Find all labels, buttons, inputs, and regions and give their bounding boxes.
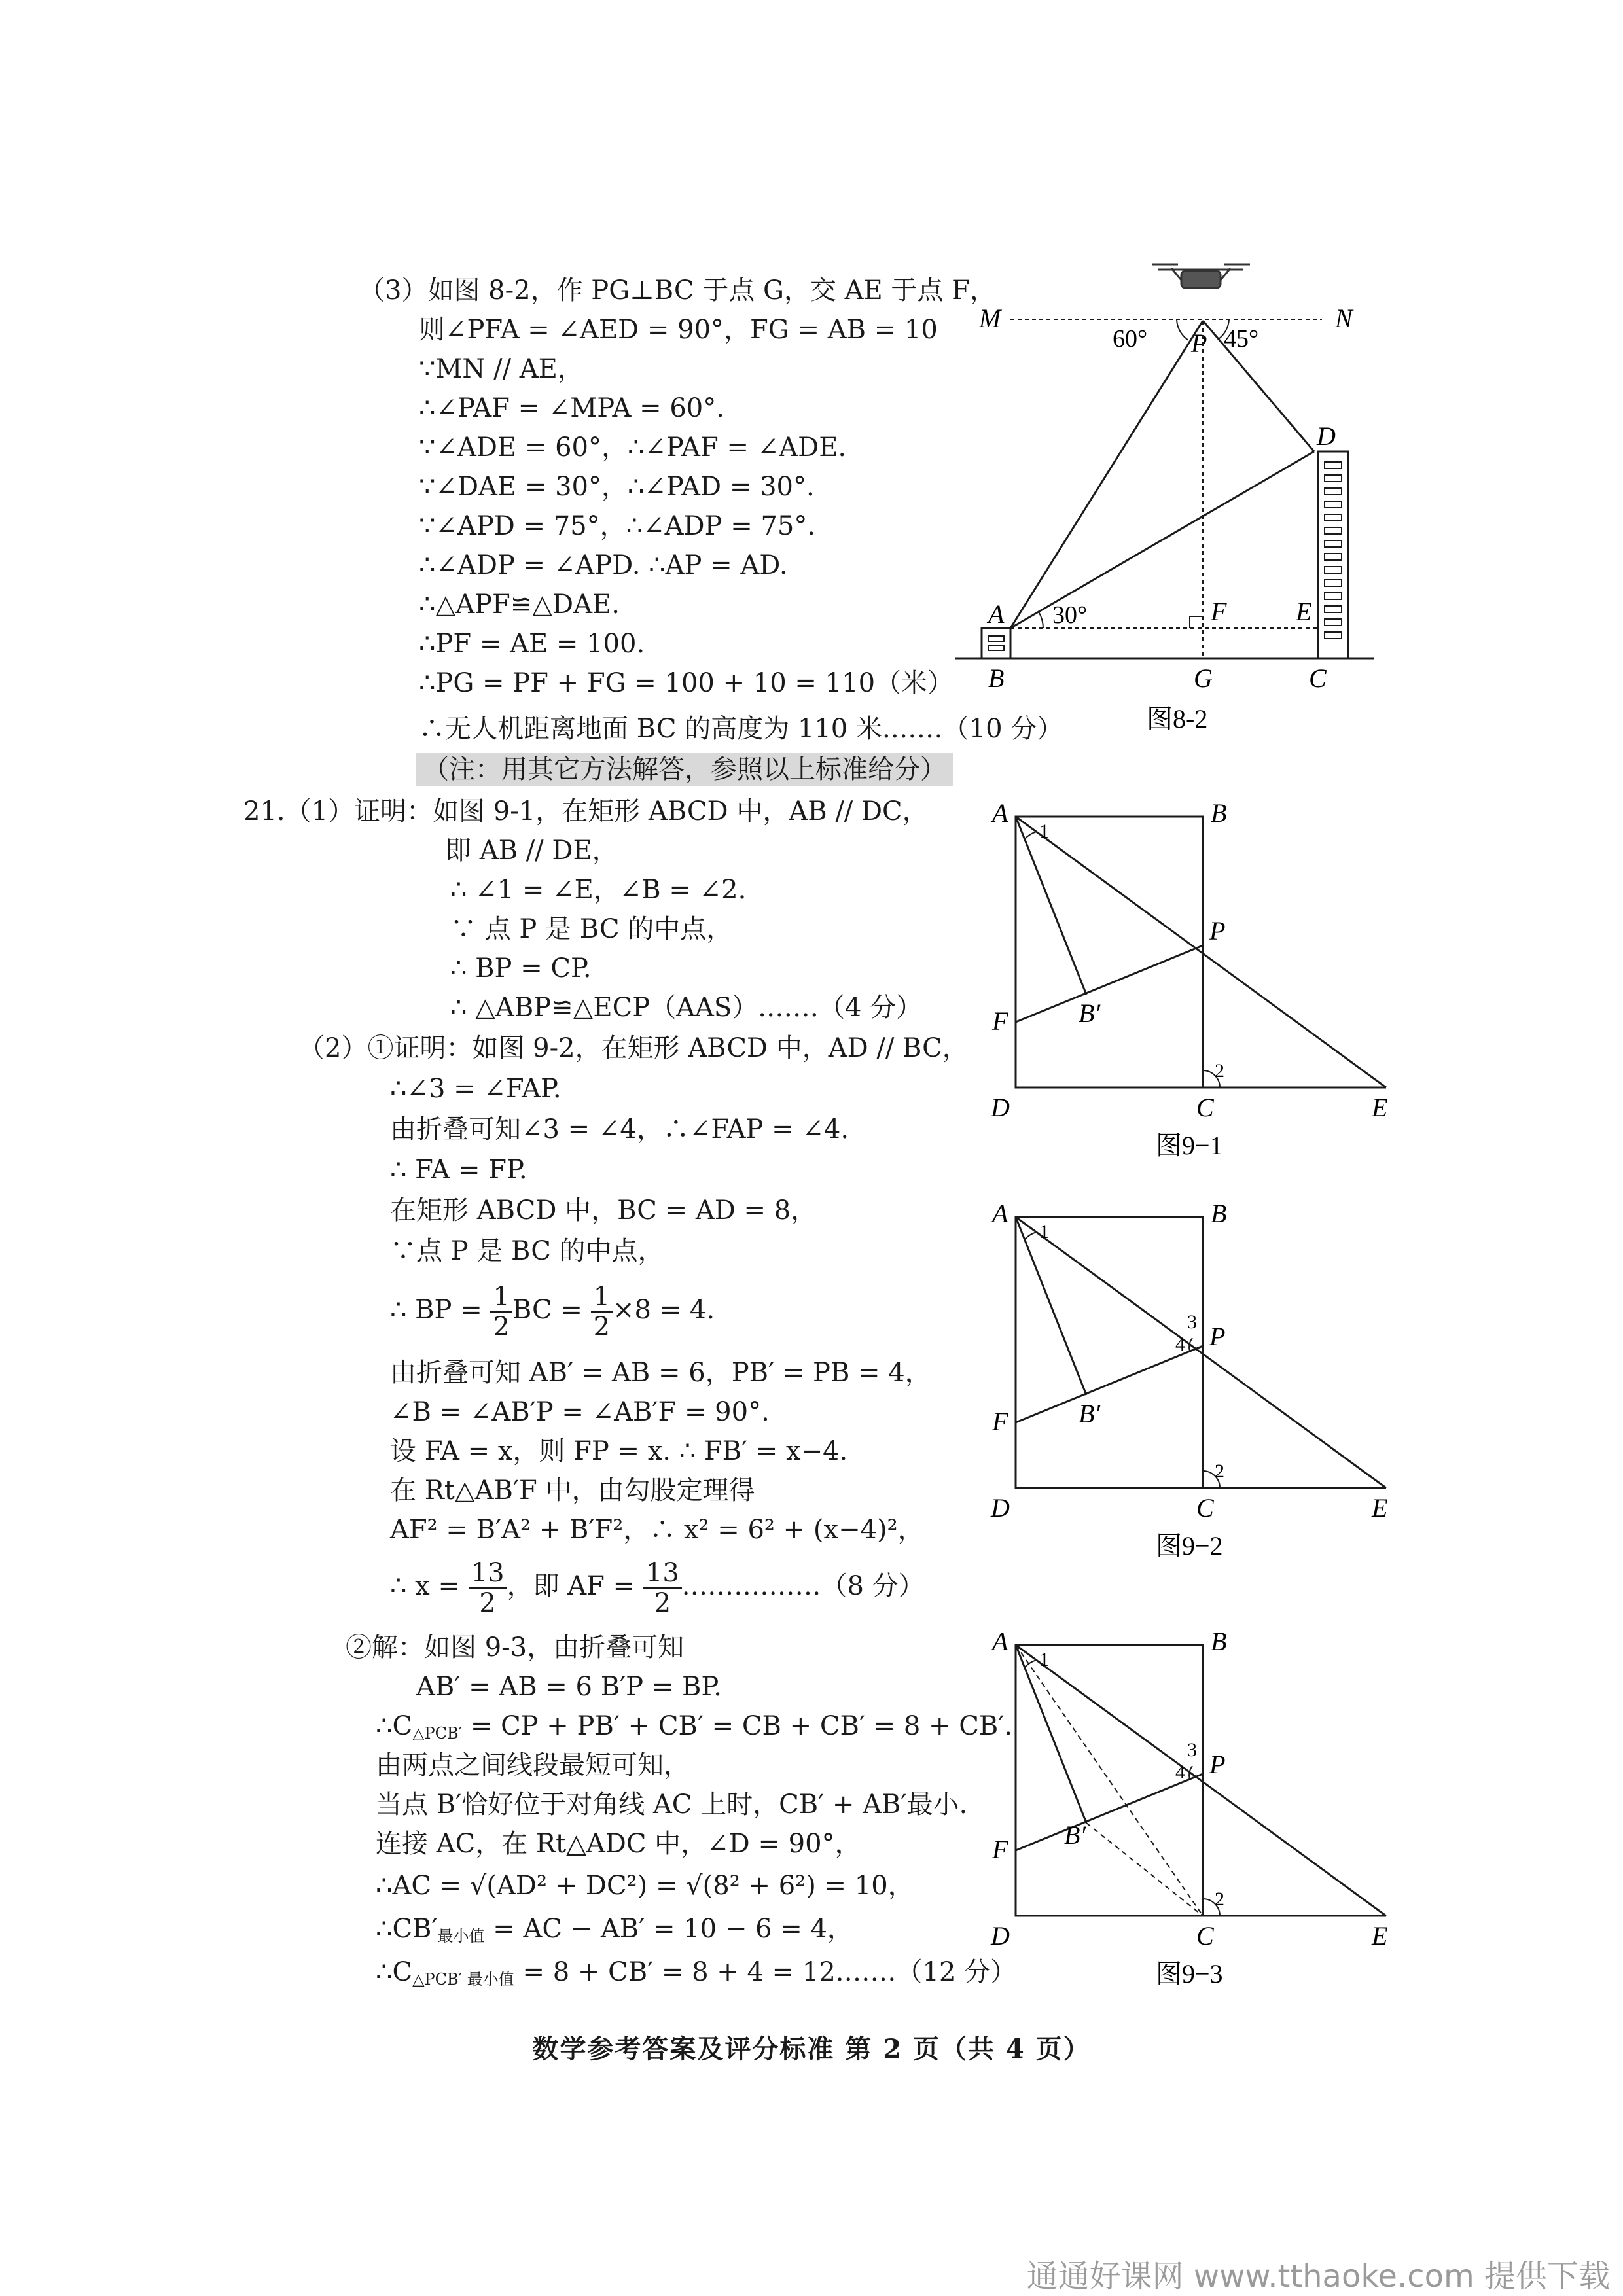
window [988, 636, 1004, 641]
label-c: C [1196, 1093, 1214, 1122]
text-line: ∴无人机距离地面 BC 的高度为 110 米.……（10 分） [419, 714, 1063, 744]
line-fp [1016, 1774, 1203, 1850]
figure-9-2 [982, 1197, 1400, 1564]
text-line: 在 Rt△AB′F 中，由勾股定理得 [390, 1475, 755, 1506]
fraction-line [390, 1277, 715, 1343]
fraction-denominator: 2 [493, 1312, 510, 1342]
fraction [591, 1282, 613, 1341]
text-line: ∵∠APD = 75°，∴∠ADP = 75°. [419, 511, 816, 541]
label-p: P [1191, 328, 1207, 358]
label-angle-3: 3 [1187, 1311, 1197, 1333]
text-line: ∴AC = √(AD² + DC²) = √(8² + 6²) = 10， [376, 1871, 914, 1901]
text-segment: ，即 AF = [507, 1571, 643, 1601]
label-d: D [1317, 421, 1336, 451]
text-line: ∠B = ∠AB′P = ∠AB′F = 90°. [390, 1397, 770, 1427]
text-segment: ×8 = 4. [613, 1295, 715, 1325]
text-line [376, 1912, 853, 1953]
text-segment: ∴C [376, 1957, 413, 1987]
figure-caption: 图8-2 [1147, 704, 1208, 733]
page-footer: 数学参考答案及评分标准 第 2 页（共 4 页） [532, 2034, 1091, 2064]
text-line: 21.（1）证明：如图 9-1，在矩形 ABCD 中，AB // DC， [243, 796, 929, 826]
text-line: 即 AB // DE， [445, 836, 618, 866]
label-n: N [1335, 304, 1353, 333]
subscript: 最小值 [437, 1927, 485, 1945]
label-a: A [992, 798, 1008, 828]
text-line: ∴ ∠1 = ∠E，∠B = ∠2. [450, 875, 747, 905]
text-line: ∴ BP = CP. [450, 953, 592, 983]
text-segment: .……………（8 分） [681, 1571, 925, 1601]
label-e: E [1372, 1921, 1388, 1951]
text-segment: = CP + PB′ + CB′ = CB + CB′ = 8 + CB′. [462, 1711, 1013, 1741]
label-angle-1: 1 [1039, 1649, 1049, 1670]
text-line: 由折叠可知∠3 = ∠4，∴∠FAP = ∠4. [390, 1114, 849, 1144]
watermark: 通通好课网 www.tthaoke.com 提供下载 [1026, 2258, 1610, 2295]
rectangle-abcd [1016, 817, 1203, 1087]
label-angle-1: 1 [1039, 821, 1049, 842]
figure-9-3 [982, 1625, 1400, 1992]
label-g: G [1194, 663, 1213, 693]
label-b: B [988, 663, 1005, 693]
fraction-denominator: 2 [654, 1588, 671, 1618]
label-b: B [1211, 1199, 1227, 1228]
label-p: P [1209, 1750, 1226, 1779]
angle-arc [1025, 832, 1037, 839]
fraction-numerator: 1 [490, 1282, 512, 1313]
label-angle-2: 2 [1215, 1460, 1224, 1482]
line-ae [1016, 817, 1386, 1087]
fraction [490, 1282, 512, 1341]
line-pa [1010, 321, 1203, 628]
label-e: E [1372, 1493, 1388, 1523]
text-line: （2）①证明：如图 9-2，在矩形 ABCD 中，AD // BC， [298, 1033, 969, 1063]
label-angle-45: 45° [1224, 325, 1259, 353]
text-line: ∴∠PAF = ∠MPA = 60°. [419, 393, 724, 423]
text-line: 设 FA = x，则 FP = x. ∴ FB′ = x−4. [390, 1436, 848, 1466]
label-angle-60: 60° [1113, 325, 1148, 353]
label-d: D [991, 1093, 1010, 1122]
text-line: ∴∠ADP = ∠APD. ∴AP = AD. [419, 550, 788, 580]
line-ae [1016, 1217, 1386, 1488]
line-ae [1016, 1645, 1386, 1916]
label-c: C [1309, 663, 1327, 693]
fraction-numerator: 13 [469, 1559, 507, 1589]
label-angle-4: 4 [1175, 1761, 1185, 1783]
label-e: E [1296, 597, 1312, 626]
subscript: △PCB′ 最小值 [412, 1970, 514, 1988]
label-angle-4: 4 [1175, 1333, 1185, 1355]
text-line [376, 1709, 1012, 1750]
figure-caption: 图9−2 [1156, 1531, 1223, 1561]
text-segment: ∴ BP = [390, 1295, 491, 1325]
figure-caption: 图9−3 [1156, 1959, 1223, 1988]
text-segment: ∴ x = [390, 1571, 469, 1601]
label-e: E [1372, 1093, 1388, 1122]
building [1318, 451, 1348, 658]
line-fp [1016, 1346, 1203, 1422]
fraction-numerator: 1 [591, 1282, 613, 1313]
text-line: 则∠PFA = ∠AED = 90°，FG = AB = 10 [419, 315, 938, 345]
text-line: ∵∠ADE = 60°，∴∠PAF = ∠ADE. [419, 433, 847, 463]
line-b-prime-c-dashed [1086, 1823, 1203, 1916]
label-b-prime: B′ [1079, 998, 1101, 1028]
text-segment: ∴CB′ [376, 1914, 438, 1944]
label-angle-2: 2 [1215, 1060, 1224, 1082]
label-b: B [1211, 1627, 1227, 1656]
figure-8-2 [955, 262, 1414, 746]
label-c: C [1196, 1921, 1214, 1951]
fraction [469, 1559, 507, 1617]
fraction-denominator: 2 [593, 1312, 611, 1342]
label-p: P [1209, 916, 1226, 945]
label-angle-1: 1 [1039, 1221, 1049, 1243]
text-line: ∵MN // AE， [419, 354, 584, 384]
fraction-numerator: 13 [643, 1559, 682, 1589]
text-line: ②解：如图 9-3，由折叠可知 [346, 1633, 685, 1663]
text-segment: BC = [512, 1295, 591, 1325]
figure-caption: 图9−1 [1156, 1131, 1223, 1160]
fraction [643, 1559, 682, 1617]
right-angle-mark [1190, 616, 1203, 628]
text-line: ∴△APF≌△DAE. [419, 590, 620, 620]
text-line: 当点 B′恰好位于对角线 AC 上时，CB′ + AB′最小. [376, 1790, 968, 1820]
text-line [376, 1955, 1016, 1996]
label-angle-2: 2 [1215, 1888, 1224, 1910]
text-line: ∵点 P 是 BC 的中点， [390, 1236, 664, 1266]
fraction-denominator: 2 [479, 1588, 496, 1618]
label-angle-30: 30° [1052, 601, 1088, 629]
angle-arc [1039, 612, 1043, 628]
label-f: F [1211, 597, 1227, 626]
line-fp [1016, 945, 1203, 1022]
label-b-prime: B′ [1079, 1399, 1101, 1428]
label-m: M [979, 304, 1001, 333]
label-f: F [992, 1006, 1008, 1036]
label-b-prime: B′ [1064, 1820, 1086, 1850]
text-line: ∵∠DAE = 30°，∴∠PAD = 30°. [419, 472, 815, 502]
label-b: B [1211, 798, 1227, 828]
text-line: 由两点之间线段最短可知， [376, 1750, 690, 1780]
text-line: AF² = B′A² + B′F²，∴ x² = 6² + (x−4)²， [390, 1515, 924, 1545]
text-line: （3）如图 8-2，作 PG⊥BC 于点 G，交 AE 于点 F， [359, 275, 996, 306]
label-a: A [988, 599, 1005, 629]
text-line: 连接 AC，在 Rt△ADC 中，∠D = 90°， [376, 1829, 861, 1859]
drone-icon [1152, 264, 1250, 288]
label-f: F [992, 1835, 1008, 1864]
text-segment: = 8 + CB′ = 8 + 4 = 12.……（12 分） [514, 1957, 1017, 1987]
building-windows [1325, 462, 1342, 639]
label-a: A [992, 1627, 1008, 1656]
text-line: ∴PG = PF + FG = 100 + 10 = 110（米） [419, 668, 954, 698]
window [988, 645, 1004, 650]
text-segment: = AC − AB′ = 10 − 6 = 4， [484, 1914, 853, 1944]
text-line: 在矩形 ABCD 中，BC = AD = 8， [390, 1195, 817, 1226]
label-d: D [991, 1493, 1010, 1523]
fraction-line [390, 1553, 925, 1619]
label-angle-3: 3 [1187, 1739, 1197, 1761]
label-c: C [1196, 1493, 1214, 1523]
text-line: ∴PF = AE = 100. [419, 629, 645, 659]
text-line: ∴∠3 = ∠FAP. [390, 1074, 562, 1104]
text-line: AB′ = AB = 6 B′P = BP. [416, 1672, 722, 1702]
figure-9-1 [982, 797, 1400, 1163]
text-segment: ∴C [376, 1711, 413, 1741]
angle-arc [1177, 319, 1188, 340]
label-d: D [991, 1921, 1010, 1951]
text-line: 由折叠可知 AB′ = AB = 6，PB′ = PB = 4， [390, 1358, 931, 1388]
text-line: ∴ FA = FP. [390, 1155, 527, 1185]
label-a: A [992, 1199, 1008, 1228]
scoring-note [416, 752, 953, 786]
text-line: ∴ △ABP≌△ECP（AAS）.……（4 分） [450, 993, 923, 1023]
angle-arc [1025, 1232, 1037, 1239]
subscript: △PCB′ [412, 1724, 463, 1742]
label-f: F [992, 1407, 1008, 1436]
scoring-note-text: （注：用其它方法解答，参照以上标准给分） [416, 753, 953, 786]
label-p: P [1209, 1322, 1226, 1351]
small-building [982, 628, 1010, 658]
text-line: ∵ 点 P 是 BC 的中点， [450, 914, 733, 944]
